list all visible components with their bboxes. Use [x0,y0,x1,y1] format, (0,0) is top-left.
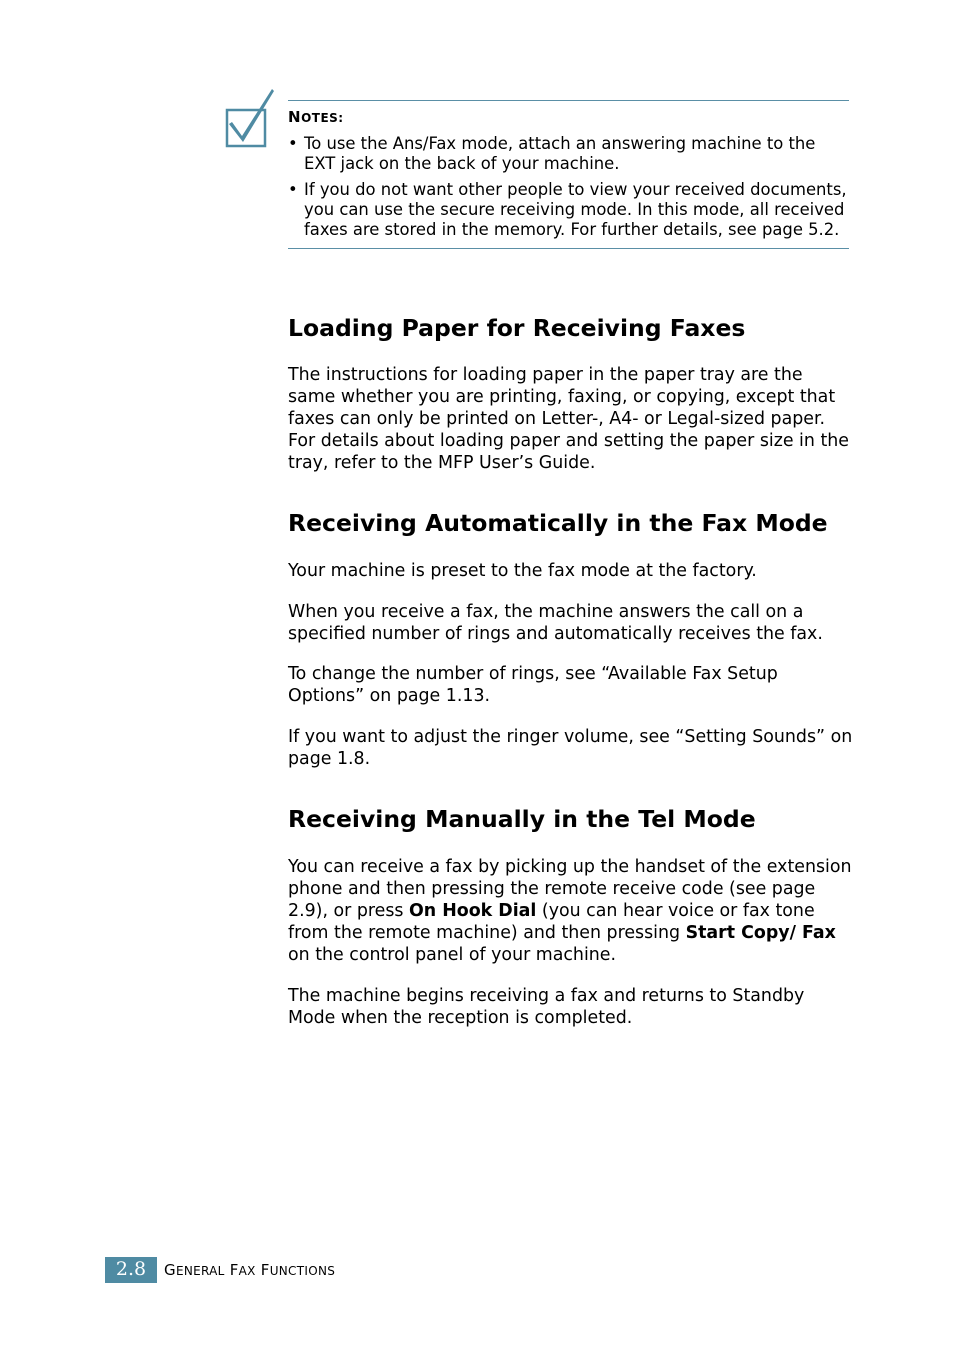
section-heading-loading-paper: Loading Paper for Receiving Faxes [288,314,746,342]
text-run: You can receive a fax by picking up the handset of the extension phone and then pressing the remote receive code (see page 2.9), or press [288,857,852,921]
note-text: To use the Ans/Fax mode, attach an answering machine to the EXT jack on the back of your machine. [304,134,816,173]
paragraph: The instructions for loading paper in the paper tray are the same whether you are printing, faxing, or copying, except that faxes can only be printed on Letter-, A4- or Legal-sized paper. For details about loading paper and setting the paper size in the tray, refer to the MFP User’s Guide. [288,365,849,473]
key-name-on-hook-dial: On Hook Dial [408,901,537,921]
bullet: • [288,180,298,199]
note-text: If you do not want other people to view your received documents, you can use the secure receiving mode. In this mode, all received faxes are stored in the memory. For further details, see page 5.2. [304,180,847,239]
paragraph: When you receive a fax, the machine answers the call on a specified number of rings and automatically receives the fax. [288,602,823,644]
notes-title: NOTES: [288,108,344,126]
key-name-start-copy-fax: Start Copy/ Fax [685,923,836,943]
paragraph [288,856,854,966]
section-heading-receiving-automatically: Receiving Automatically in the Fax Mode [288,509,828,537]
paragraph: Your machine is preset to the fax mode at the factory. [288,561,757,581]
paragraph: If you want to adjust the ringer volume, see “Setting Sounds” on page 1.8. [288,727,853,769]
chapter-title: GENERAL FAX FUNCTIONS [164,1261,336,1279]
bullet: • [288,134,298,153]
note-item [288,180,849,240]
checkmark-icon [224,86,276,150]
paragraph: The machine begins receiving a fax and returns to Standby Mode when the reception is completed. [288,986,805,1028]
section-heading-receiving-manually: Receiving Manually in the Tel Mode [288,805,756,833]
notes-box [288,100,849,249]
page-number: 2.8 [115,1258,147,1280]
text-run: on the control panel of your machine. [288,945,617,965]
text-run: (you can hear voice or fax tone from the remote machine) and then pressing [288,901,815,943]
paragraph: To change the number of rings, see “Available Fax Setup Options” on page 1.13. [288,664,778,706]
page-number-badge [105,1257,157,1283]
note-item [288,134,849,174]
notes-list [288,134,849,240]
